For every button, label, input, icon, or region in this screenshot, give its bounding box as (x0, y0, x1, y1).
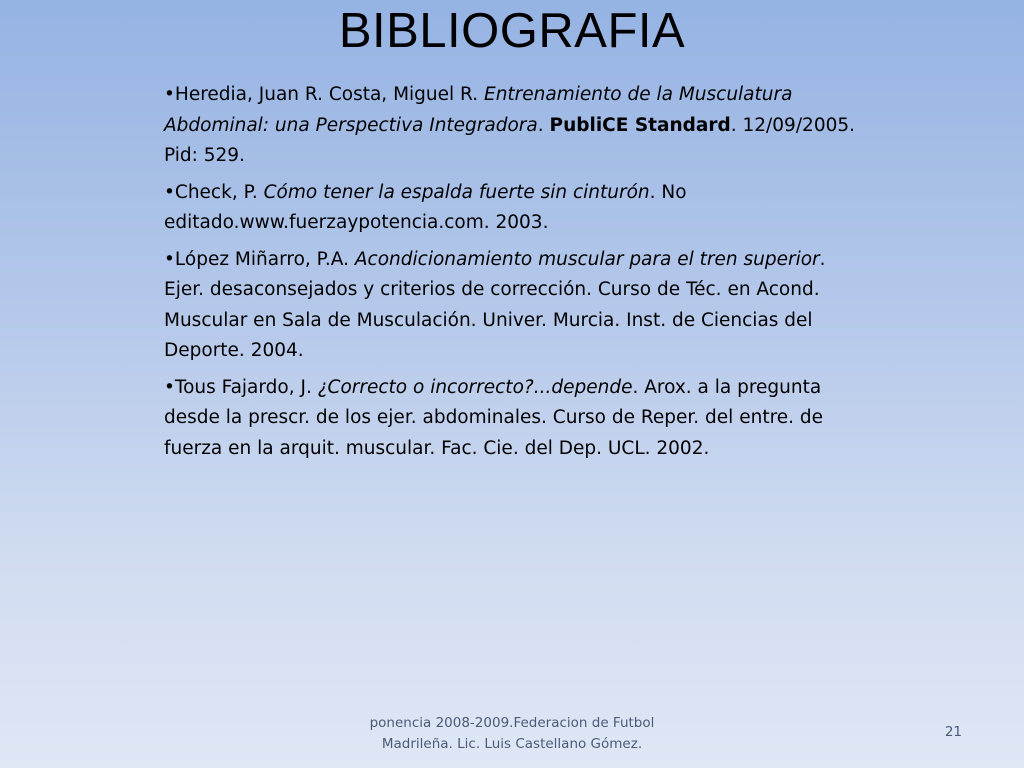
entry-details: . No editado.www.fuerzaypotencia.com. 2003. (164, 181, 687, 233)
entry-details: . Ejer. desaconsejados y criterios de corrección. Curso de Téc. en Acond. Muscular en Sala de Musculación. Univer. Murcia. Inst. de Ciencias del Deporte. 2004. (164, 248, 826, 361)
entry-publisher: PubliCE Standard (549, 114, 731, 136)
slide-footer: ponencia 2008-2009.Federacion de Futbol Madrileña. Lic. Luis Castellano Gómez. (369, 715, 655, 752)
bibliography-entry-lopez (164, 245, 864, 367)
entry-authors: •Heredia, Juan R. Costa, Miguel R. (164, 84, 485, 105)
entry-details: . Arox. a la pregunta desde la prescr. de los ejer. abdominales. Curso de Reper. del entre. de fuerza en la arquit. muscular. Fac. Cie. del Dep. UCL. 2002. (164, 376, 824, 459)
entry-separator: . (537, 114, 550, 136)
entry-authors: •Tous Fajardo, J. (164, 376, 318, 398)
bibliography-entry-heredia (164, 80, 864, 172)
entry-title: Cómo tener la espalda fuerte sin cinturón (263, 181, 650, 203)
bibliography-entry-check (164, 178, 864, 239)
entry-details: . 12/09/2005. Pid: 529. (164, 114, 856, 166)
bibliography-list (164, 80, 864, 470)
entry-title: Acondicionamiento muscular para el tren superior (354, 248, 820, 270)
entry-title: Entrenamiento de la Musculatura Abdominal: una Perspectiva Integradora (164, 84, 793, 136)
entry-authors: •Check, P. (164, 181, 264, 203)
bibliography-entry-tous (164, 373, 864, 465)
slide-number: 21 (944, 724, 962, 740)
entry-authors: •López Miñarro, P.A. (164, 248, 355, 270)
entry-title: ¿Correcto o incorrecto?...depende (317, 376, 633, 398)
slide-title: BIBLIOGRAFIA (338, 4, 686, 58)
